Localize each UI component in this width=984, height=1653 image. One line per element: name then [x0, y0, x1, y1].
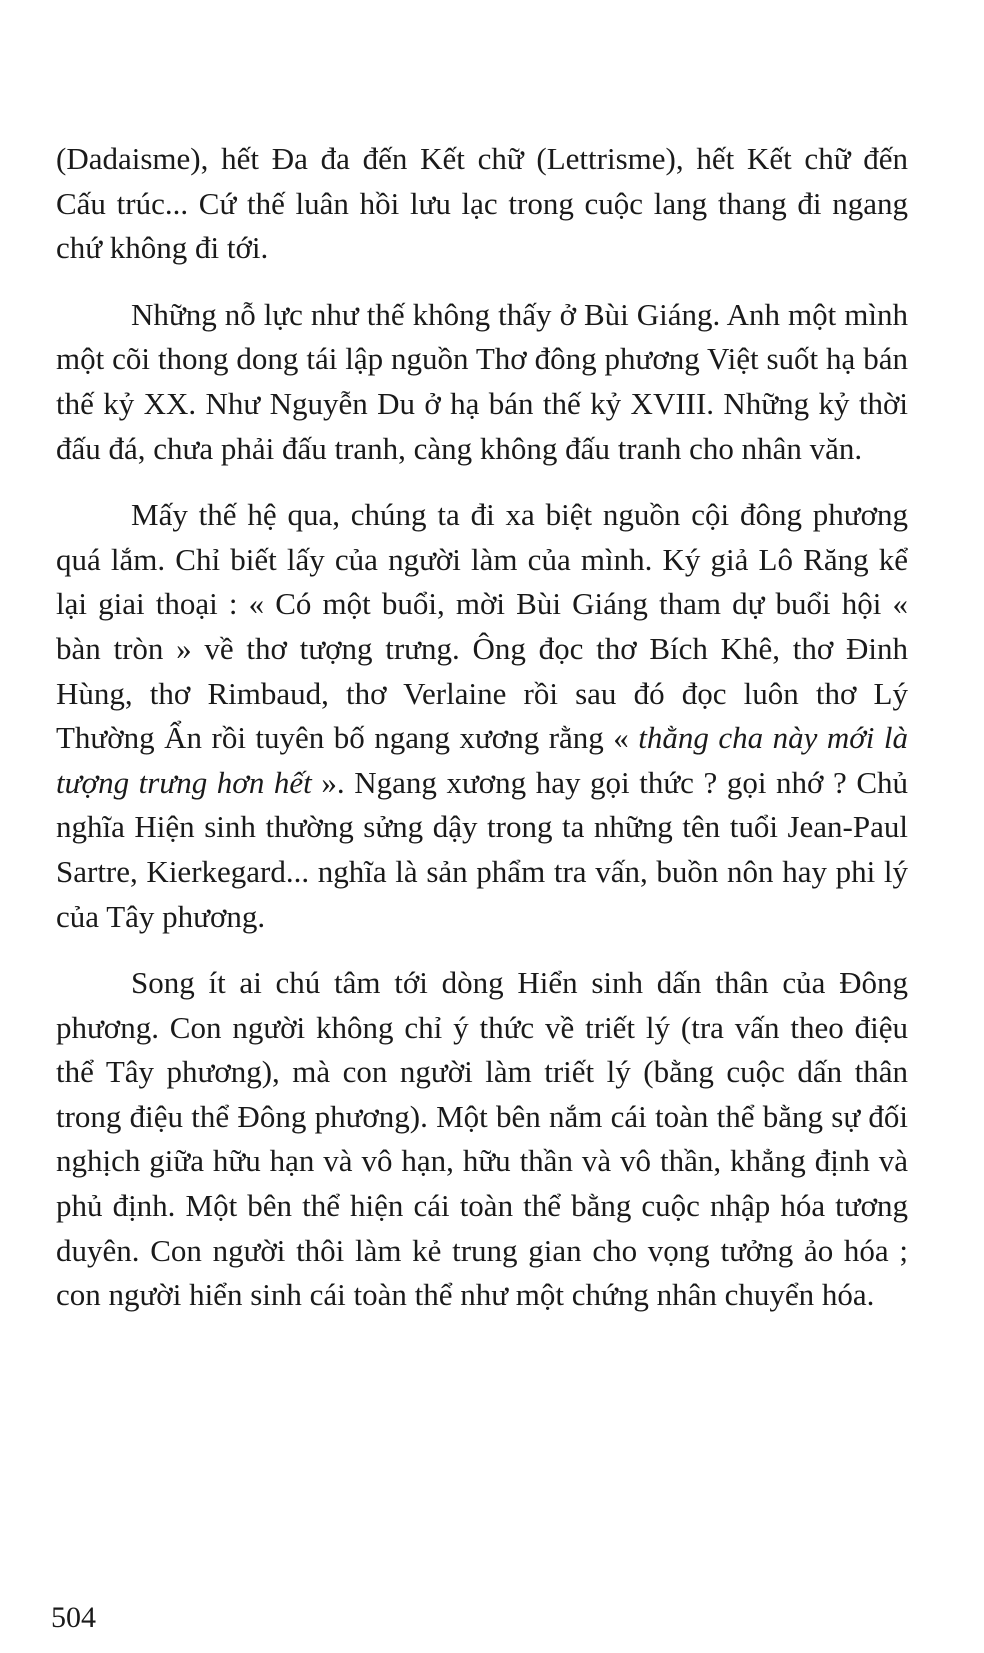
paragraph-4: Song ít ai chú tâm tới dòng Hiển sinh dấn thân của Đông phương. Con người không chỉ ý thức về triết lý (tra vấn theo điệu thể Tây phương), mà con người làm triết lý (bằng cuộc dấn thân trong điệu thể Đông phương). Một bên nắm cái toàn thể bằng sự đối nghịch giữa hữu hạn và vô hạn, hữu thần và vô thần, khẳng định và phủ định. Một bên thể hiện cái toàn thể bằng cuộc nhập hóa tương duyên. Con người thôi làm kẻ trung gian cho vọng tưởng ảo hóa ; con người hiển sinh cái toàn thể như một chứng nhân chuyển hóa. [56, 965, 908, 1313]
paragraph-3 [56, 493, 908, 939]
page-number: 504 [51, 1601, 96, 1634]
paragraph-2: Những nỗ lực như thế không thấy ở Bùi Giáng. Anh một mình một cõi thong dong tái lập nguồn Thơ đông phương Việt suốt hạ bán thế kỷ XX. Như Nguyễn Du ở hạ bán thế kỷ XVIII. Những kỷ thời đấu đá, chưa phải đấu tranh, càng không đấu tranh cho nhân văn. [56, 296, 908, 466]
quote-italic: thằng cha này mới là tượng trưng hơn hết [56, 720, 908, 800]
paragraph-1: (Dadaisme), hết Đa đa đến Kết chữ (Lettrisme), hết Kết chữ đến Cấu trúc... Cứ thế luân hồi lưu lạc trong cuộc lang thang đi ngang chứ không đi tới. [56, 141, 908, 266]
paragraph-3-text: Mấy thế hệ qua, chúng ta đi xa biệt nguồn cội đông phương quá lắm. Chỉ biết lấy của người làm của mình. Ký giả Lô Răng kể lại giai thoại : « Có một buổi, mời Bùi Giáng tham dự buổi hội « bàn tròn » về thơ tượng trưng. Ông đọc thơ Bích Khê, thơ Đinh Hùng, thơ Rimbaud, thơ Verlaine rồi sau đó đọc luôn thơ Lý Thường Ẩn rồi tuyên bố ngang xương rằng « [56, 497, 908, 756]
body-text [56, 137, 908, 1318]
paragraph-3-text-continued: ». Ngang xương hay gọi thức ? gọi nhớ ? Chủ nghĩa Hiện sinh thường sửng dậy trong ta những tên tuổi Jean-Paul Sartre, Kierkegard... nghĩa là sản phẩm tra vấn, buồn nôn hay phi lý của Tây phương. [56, 764, 908, 934]
